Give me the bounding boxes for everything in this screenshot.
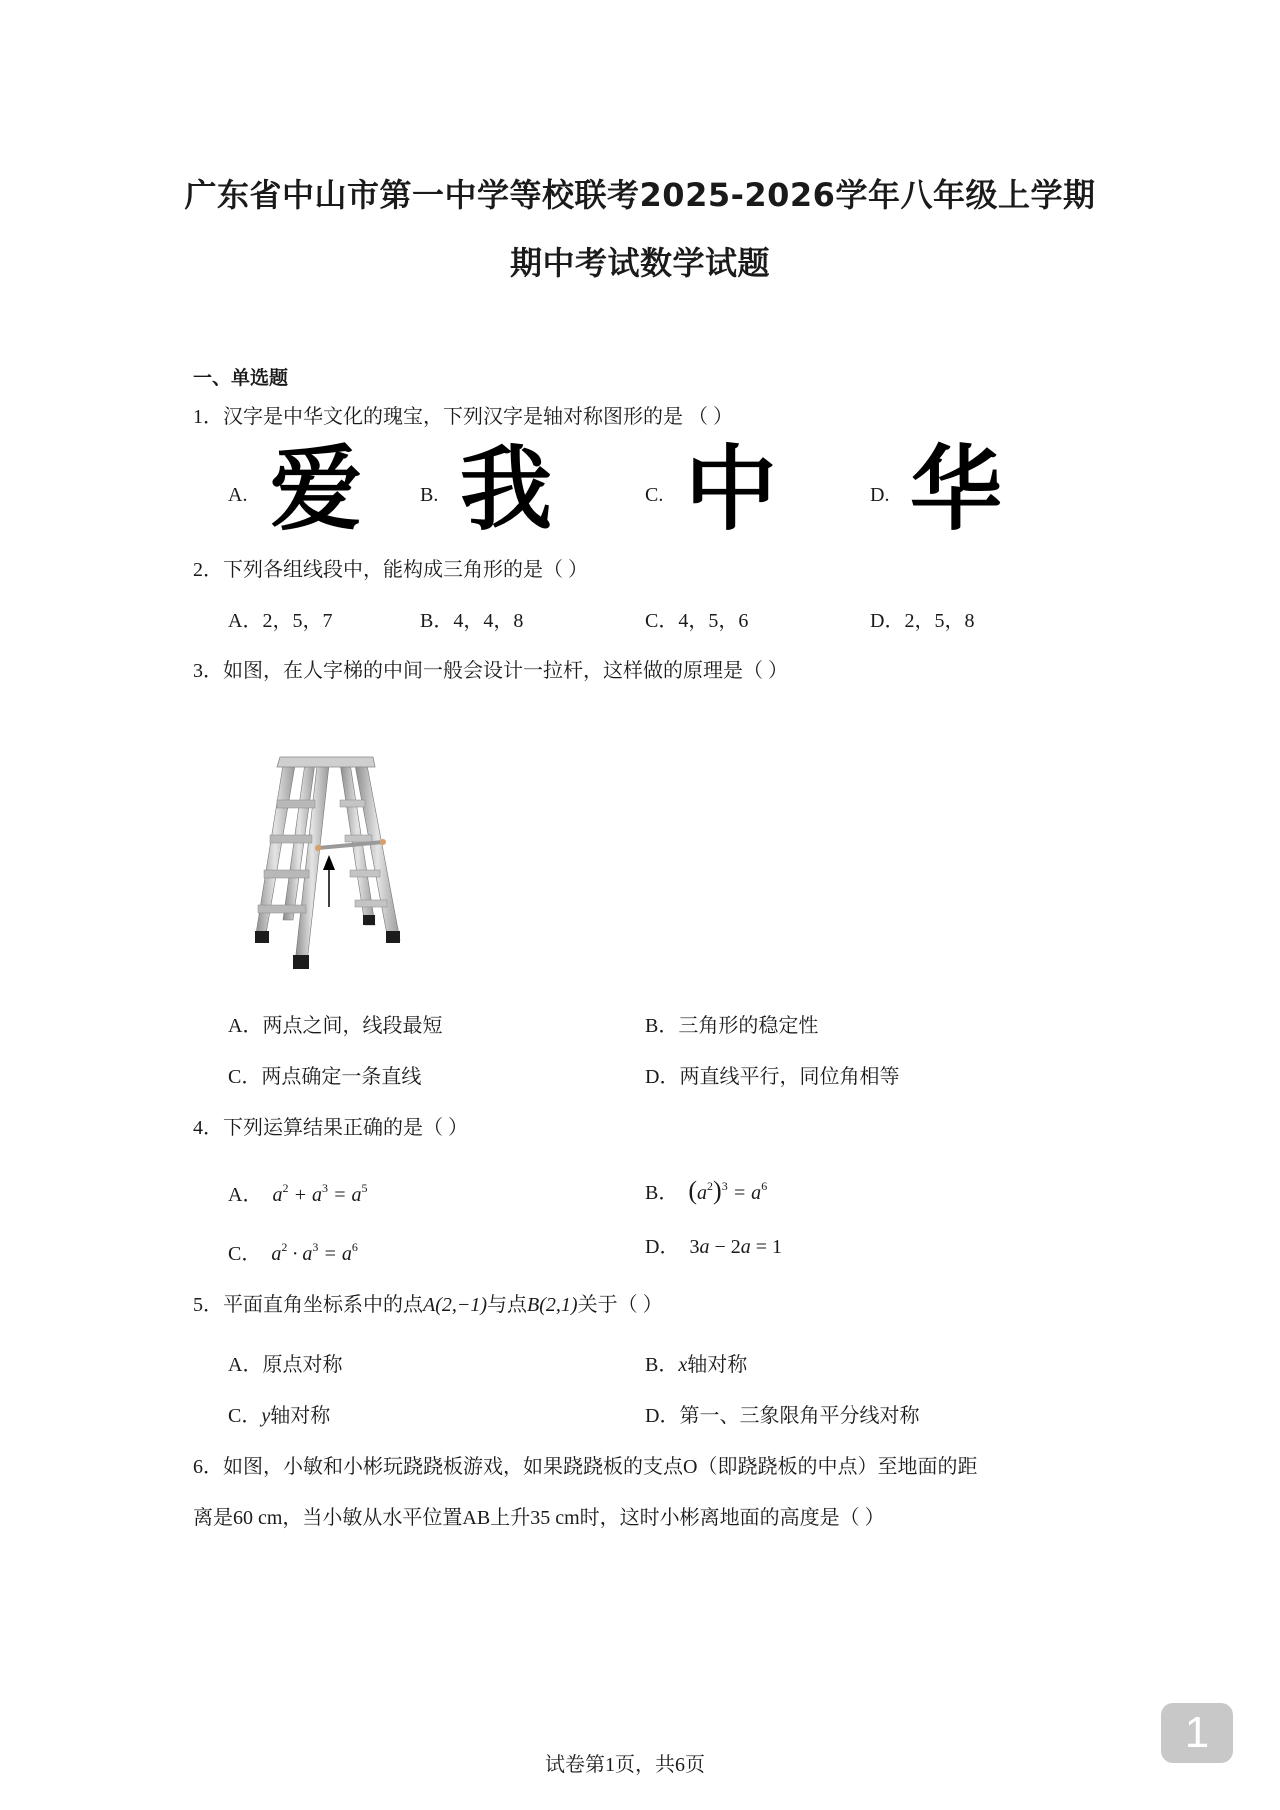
q3-option-d: D．两直线平行，同位角相等 [645,1066,900,1088]
q5-option-b: B．x轴对称 [645,1354,748,1376]
formula-a: $a^2 + a^3 = a^5$ [267,1181,368,1206]
question-number: 2． [193,559,223,581]
q1-option-d-label: D. [870,484,890,506]
q4-option-b: B． $(a^2)^3 = a^6$ [645,1176,768,1205]
question-text: 下列运算结果正确的是（ ） [223,1117,468,1139]
section-header: 一、单选题 [193,367,289,389]
question-number: 5． [193,1294,223,1316]
q1-option-c-label: C. [645,484,664,506]
question-text: 汉字是中华文化的瑰宝，下列汉字是轴对称图形的是 （ ） [223,406,733,428]
question-text: 下列各组线段中，能构成三角形的是（ ） [223,559,588,581]
ladder-image [255,745,405,970]
q4-option-d: D． 3a − 2a = 1 [645,1236,783,1258]
formula-b: $(a^2)^3 = a^6$ [688,1176,768,1205]
question-number: 3． [193,660,223,682]
question-6-line2: 离是60 cm，当小敏从水平位置AB上升35 cm时，这时小彬离地面的高度是（ ） [193,1507,885,1529]
question-text: 如图，在人字梯的中间一般会设计一拉杆，这样做的原理是（ ） [223,660,788,682]
q1-option-c-char: 中 [685,436,778,543]
formula-d: 3a − 2a = 1 [684,1236,783,1258]
formula-c: $a^2 \cdot a^3 = a^6$ [266,1240,358,1265]
q2-option-c: C．4，5，6 [645,610,749,632]
question-number: 4． [193,1117,223,1139]
point-b: B(2,1) [527,1294,578,1316]
question-3 [193,658,788,684]
page-footer: 试卷第1页，共6页 [545,1754,705,1776]
q5-option-d: D．第一、三象限角平分线对称 [645,1405,920,1427]
q1-option-b-char: 我 [460,436,553,543]
page-number-badge: 1 [1161,1703,1233,1763]
q2-option-d: D．2，5，8 [870,610,975,632]
question-4 [193,1115,468,1141]
question-number: 6． [193,1456,223,1478]
q4-option-c: C． $a^2 \cdot a^3 = a^6$ [228,1240,358,1265]
q1-option-b-label: B. [420,484,439,506]
question-1 [193,404,733,430]
q2-option-b: B．4，4，8 [420,610,524,632]
q1-option-a-label: A. [228,484,248,506]
question-text: 如图，小敏和小彬玩跷跷板游戏，如果跷跷板的支点O（即跷跷板的中点）至地面的距 [223,1456,978,1478]
q3-option-b: B．三角形的稳定性 [645,1015,819,1037]
q1-option-d-char: 华 [910,436,1003,543]
q1-option-a-char: 爱 [270,436,363,543]
q5-option-c: C．y轴对称 [228,1405,331,1427]
exam-title-line2: 期中考试数学试题 [509,244,770,282]
q5-option-a: A．原点对称 [228,1354,343,1376]
q3-option-a: A．两点之间，线段最短 [228,1015,443,1037]
question-2 [193,557,588,583]
q2-option-a: A．2，5，7 [228,610,333,632]
question-6-line1 [193,1454,977,1480]
q3-option-c: C．两点确定一条直线 [228,1066,422,1088]
point-a: A(2,−1) [423,1294,488,1316]
question-5: 5．平面直角坐标系中的点A(2,−1)与点B(2,1)关于（ ） [193,1294,663,1316]
q4-option-a: A． $a^2 + a^3 = a^5$ [228,1181,368,1206]
question-number: 1． [193,406,223,428]
exam-title-line1: 广东省中山市第一中学等校联考2025-2026学年八年级上学期 [184,176,1096,214]
